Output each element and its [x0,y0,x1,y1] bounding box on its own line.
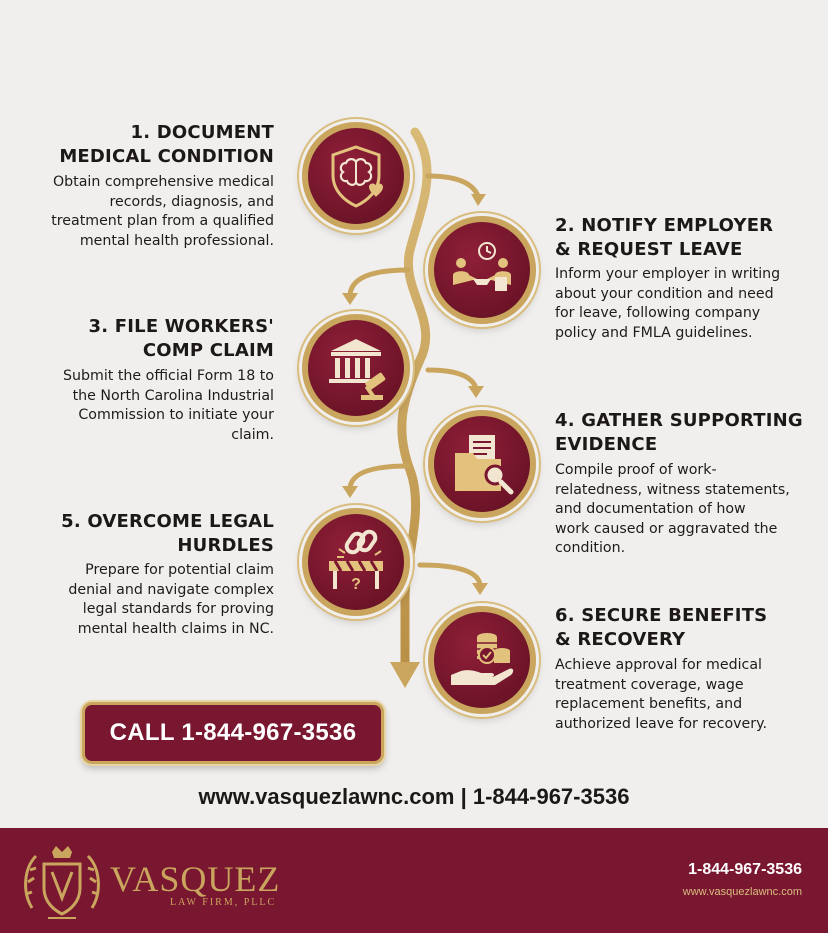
call-button[interactable] [82,702,384,764]
step-6-description: Achieve approval for medical treatment coverage, wage replacement benefits, and authorized leave for recovery. [555,657,767,732]
step-5-icon-circle [302,508,410,616]
step-2-title: 2. NOTIFY EMPLOYER & REQUEST LEAVE [555,215,774,260]
step-6-icon-circle [428,606,536,714]
brain-shield-heart-icon [321,141,391,211]
broken-chain-barrier-icon [321,527,391,597]
step-5-description: Prepare for potential claim denial and navigate complex legal standards for proving mental health claims in NC. [68,562,274,637]
step-1-title: 1. DOCUMENT MEDICAL CONDITION [59,122,274,167]
step-4-description: Compile proof of work- relatedness, witness statements, and documentation of how work caused or aggravated the condition. [555,462,790,556]
step-1-icon-circle [302,122,410,230]
footer-website-link[interactable]: www.vasquezlawnc.com [682,886,802,898]
step-4-title: 4. GATHER SUPPORTING EVIDENCE [555,410,803,455]
step-6-title: 6. SECURE BENEFITS & RECOVERY [555,605,768,650]
svg-text:?: ? [351,576,361,593]
step-4-icon-circle [428,410,536,518]
folder-magnifier-icon [447,429,517,499]
law-firm-crest-logo [22,842,102,928]
website-phone-line[interactable]: www.vasquezlawnc.com | 1-844-967-3536 [198,784,630,809]
hand-coins-icon [447,625,517,695]
call-button-label: CALL 1-844-967-3536 [109,719,357,746]
courthouse-gavel-icon [321,333,391,403]
step-1-description: Obtain comprehensive medical records, diagnosis, and treatment plan from a qualified mental health professional. [51,174,274,249]
handshake-clock-icon [447,235,517,305]
footer-phone[interactable]: 1-844-967-3536 [688,861,802,878]
step-3-title: 3. FILE WORKERS' COMP CLAIM [88,316,274,361]
brand-subtitle: LAW FIRM, PLLC [170,897,277,908]
brand-name: VASQUEZ [110,859,281,899]
step-5-title: 5. OVERCOME LEGAL HURDLES [61,511,274,556]
step-3-icon-circle [302,314,410,422]
step-3-description: Submit the official Form 18 to the North Carolina Industrial Commission to initiate your claim. [63,368,274,443]
step-2-description: Inform your employer in writing about your condition and need for leave, following company policy and FMLA guidelines. [555,266,781,341]
step-2-icon-circle [428,216,536,324]
